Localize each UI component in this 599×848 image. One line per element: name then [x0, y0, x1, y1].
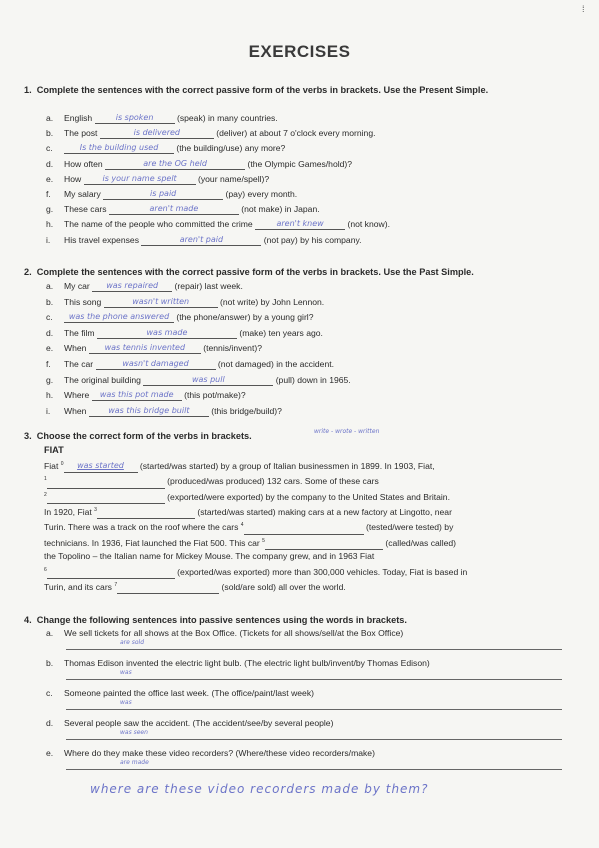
item-hint: (this bridge/build)?	[208, 405, 282, 416]
item-prompt: How	[64, 173, 84, 184]
item-prompt: This song	[64, 296, 104, 307]
item-hint: (your name/spell)?	[195, 173, 270, 184]
answer-blank[interactable]	[103, 188, 223, 200]
fiat-line-6: technicians. In 1936, Fiat launched the Fiat 500. This car $^5$ (called/was called)	[44, 535, 566, 550]
handwritten-answer: is paid	[150, 189, 177, 198]
item-prompt: These cars	[64, 204, 109, 215]
item-letter: a.	[46, 113, 54, 123]
pencil-note: was	[120, 669, 132, 676]
item-letter: e.	[46, 343, 54, 354]
ex3-instruction: 3. Choose the correct form of the verbs in brackets.	[24, 431, 252, 441]
ex4-item	[46, 688, 314, 699]
fiat-line-7: the Topolino – the Italian name for Mickey Mouse. The company grew, and in 1963 Fiat	[44, 551, 375, 562]
handwritten-answer: Is the building used	[79, 143, 159, 153]
pencil-note: was seen	[120, 729, 148, 736]
ex4-instruction: 4. Change the following sentences into passive sentences using the words in brackets.	[24, 615, 407, 625]
ex2-item	[46, 311, 314, 323]
answer-blank[interactable]	[141, 234, 261, 246]
example-answer: was started	[77, 460, 124, 470]
item-letter: i.	[46, 405, 51, 416]
item-prompt: Where	[64, 390, 92, 401]
item-sentence: Someone painted the office last week. (The office/paint/last week)	[64, 688, 314, 698]
item-sentence: Where do they make these video recorders? (Where/these video recorders/make)	[64, 748, 375, 758]
handwritten-answer: aren't made	[149, 204, 199, 214]
item-hint: (this pot/make)?	[181, 390, 246, 401]
ex1-item	[46, 158, 352, 170]
item-letter: a.	[46, 281, 54, 291]
pencil-note: are sold	[120, 639, 145, 646]
handwritten-answer: was made	[146, 327, 188, 337]
item-letter: g.	[46, 204, 54, 215]
fiat-line-8: $^6$ (exported/was exported) more than 300,000 vehicles. Today, Fiat is based in	[44, 564, 566, 579]
item-letter: c.	[46, 312, 53, 323]
ex1-item	[46, 112, 278, 124]
handwritten-answer: aren't paid	[179, 234, 224, 244]
item-letter: d.	[46, 327, 54, 338]
ex2-item	[46, 405, 282, 417]
answer-blank[interactable]	[109, 203, 239, 215]
item-hint: (not write) by John Lennon.	[217, 296, 325, 307]
answer-blank[interactable]	[92, 280, 172, 292]
item-letter: c.	[46, 688, 53, 698]
ex4-item	[46, 748, 375, 759]
ex1-item	[46, 203, 320, 215]
item-prompt: The original building	[64, 374, 144, 385]
ex1-item	[46, 234, 362, 246]
item-letter: f.	[46, 359, 51, 369]
item-letter: a.	[46, 628, 54, 638]
item-hint: (not pay) by his company.	[261, 234, 362, 245]
answer-blank[interactable]	[100, 127, 214, 139]
handwritten-answer: is spoken	[115, 113, 154, 122]
item-letter: h.	[46, 219, 54, 230]
answer-blank[interactable]	[95, 112, 175, 124]
ex4-item	[46, 658, 430, 669]
item-hint: (the building/use) any more?	[174, 143, 286, 154]
item-hint: (the phone/answer) by a young girl?	[174, 312, 314, 323]
handwritten-answer: was tennis invented	[104, 343, 186, 353]
handwritten-answer: is your name spelt	[102, 173, 177, 183]
item-hint: (pay) every month.	[223, 189, 298, 199]
answer-blank[interactable]	[92, 389, 182, 401]
handwritten-answer: was this pot made	[99, 390, 174, 400]
handwritten-answer: was pull	[191, 374, 225, 384]
ex2-item	[46, 389, 246, 401]
ex1-item	[46, 173, 269, 185]
handwritten-answer: was the phone answered	[68, 312, 170, 322]
item-prompt: My car	[64, 281, 93, 291]
ex4-answer-e: where are these video recorders made by them?	[90, 782, 429, 796]
item-hint: (not know).	[345, 219, 390, 230]
answer-blank[interactable]	[97, 327, 237, 339]
handwritten-answer: was this bridge built	[108, 405, 190, 415]
ex1-item	[46, 218, 390, 230]
item-prompt: How often	[64, 158, 106, 169]
fiat-line-2: $^1$ (produced/was produced) 132 cars. Some of these cars	[44, 473, 566, 488]
ex3-margin-note: write - wrote - written	[314, 428, 380, 435]
ex1-instruction: 1. Complete the sentences with the correct passive form of the verbs in brackets. Use the Present Simple.	[24, 85, 489, 95]
answer-blank[interactable]	[84, 173, 196, 185]
item-prompt: The film	[64, 327, 97, 338]
ex4-item	[46, 628, 403, 639]
item-letter: b.	[46, 658, 54, 668]
handwritten-answer: was repaired	[106, 281, 159, 290]
item-prompt: The name of the people who committed the crime	[64, 219, 256, 230]
item-prompt: My salary	[64, 189, 104, 199]
item-letter: g.	[46, 374, 54, 385]
item-hint: (deliver) at about 7 o'clock every morning.	[213, 128, 376, 139]
item-hint: (not make) in Japan.	[238, 204, 320, 215]
ex2-item	[46, 374, 351, 386]
ex4-item	[46, 718, 333, 729]
ex2-item	[46, 296, 324, 308]
answer-line[interactable]	[66, 738, 562, 740]
answer-blank[interactable]	[89, 342, 201, 354]
item-sentence: Thomas Edison invented the electric light bulb. (The electric light bulb/invent/by Thomas Edison)	[64, 658, 430, 668]
handwritten-answer: is delivered	[133, 128, 180, 138]
ex2-item	[46, 280, 243, 292]
item-hint: (tennis/invent)?	[200, 343, 262, 354]
answer-line[interactable]	[66, 678, 562, 680]
pencil-note: are made	[120, 759, 149, 766]
item-prompt: The car	[64, 359, 96, 369]
ex2-item	[46, 358, 334, 370]
page-corner-mark: ⁞	[582, 4, 585, 14]
fiat-line-9: Turin, and its cars $^7$ (sold/are sold) all over the world.	[44, 579, 566, 594]
ex1-item	[46, 127, 375, 139]
item-letter: c.	[46, 143, 53, 154]
handwritten-answer: wasn't written	[132, 296, 190, 306]
item-letter: b.	[46, 296, 54, 307]
answer-blank[interactable]	[255, 218, 345, 230]
item-letter: i.	[46, 234, 51, 245]
answer-blank[interactable]	[64, 311, 174, 323]
item-letter: h.	[46, 390, 54, 401]
fiat-line-4: In 1920, Fiat $^3$ (started/was started) making cars at a new factory at Lingotto, near	[44, 504, 566, 519]
answer-line[interactable]	[66, 648, 562, 650]
item-prompt: English	[64, 113, 95, 123]
fiat-paragraph	[44, 458, 566, 594]
handwritten-answer: aren't knew	[276, 219, 324, 229]
ex2-instruction: 2. Complete the sentences with the correct passive form of the verbs in brackets. Use the Past Simple.	[24, 267, 474, 277]
item-letter: e.	[46, 173, 54, 184]
page-title: EXERCISES	[248, 42, 351, 61]
ex2-item	[46, 342, 262, 354]
item-hint: (make) ten years ago.	[236, 327, 323, 338]
item-hint: (pull) down in 1965.	[273, 374, 351, 385]
answer-blank[interactable]	[104, 296, 218, 308]
item-letter: b.	[46, 128, 54, 139]
item-prompt: His travel expenses	[64, 234, 142, 245]
answer-blank[interactable]	[105, 158, 245, 170]
item-prompt: When	[64, 405, 89, 416]
answer-blank[interactable]	[64, 142, 174, 154]
item-letter: d.	[46, 158, 54, 169]
pencil-note: was	[120, 699, 132, 706]
fiat-line-1: Fiat $^0$ was started (started/was started) by a group of Italian businessmen in 1899. In 1903, Fiat,	[44, 458, 566, 473]
item-sentence: We sell tickets for all shows at the Box Office. (Tickets for all shows/sell/at the Box Office)	[64, 628, 404, 638]
answer-blank[interactable]	[89, 405, 209, 417]
item-hint: (repair) last week.	[172, 281, 243, 291]
answer-line[interactable]	[66, 768, 562, 770]
item-letter: f.	[46, 189, 51, 199]
ex1-item	[46, 142, 285, 154]
answer-line[interactable]	[66, 708, 562, 710]
item-prompt: When	[64, 343, 89, 354]
item-hint: (not damaged) in the accident.	[215, 359, 335, 369]
item-prompt: The post	[64, 128, 100, 139]
ex3-heading: FIAT	[44, 445, 64, 455]
handwritten-answer: are the OG held	[143, 158, 207, 168]
item-hint: (speak) in many countries.	[174, 113, 278, 123]
fiat-line-5: Turin. There was a track on the roof where the cars $^4$ (tested/were tested) by	[44, 519, 566, 534]
handwritten-answer: wasn't damaged	[122, 359, 189, 368]
answer-blank[interactable]	[143, 374, 273, 386]
item-letter: d.	[46, 718, 54, 728]
ex2-item	[46, 327, 323, 339]
fiat-line-3: $^2$ (exported/were exported) by the company to the United States and Britain.	[44, 489, 566, 504]
item-hint: (the Olympic Games/hold)?	[245, 158, 353, 169]
ex1-item	[46, 188, 297, 200]
item-sentence: Several people saw the accident. (The accident/see/by several people)	[64, 718, 334, 728]
answer-blank[interactable]	[96, 358, 216, 370]
item-letter: e.	[46, 748, 54, 758]
